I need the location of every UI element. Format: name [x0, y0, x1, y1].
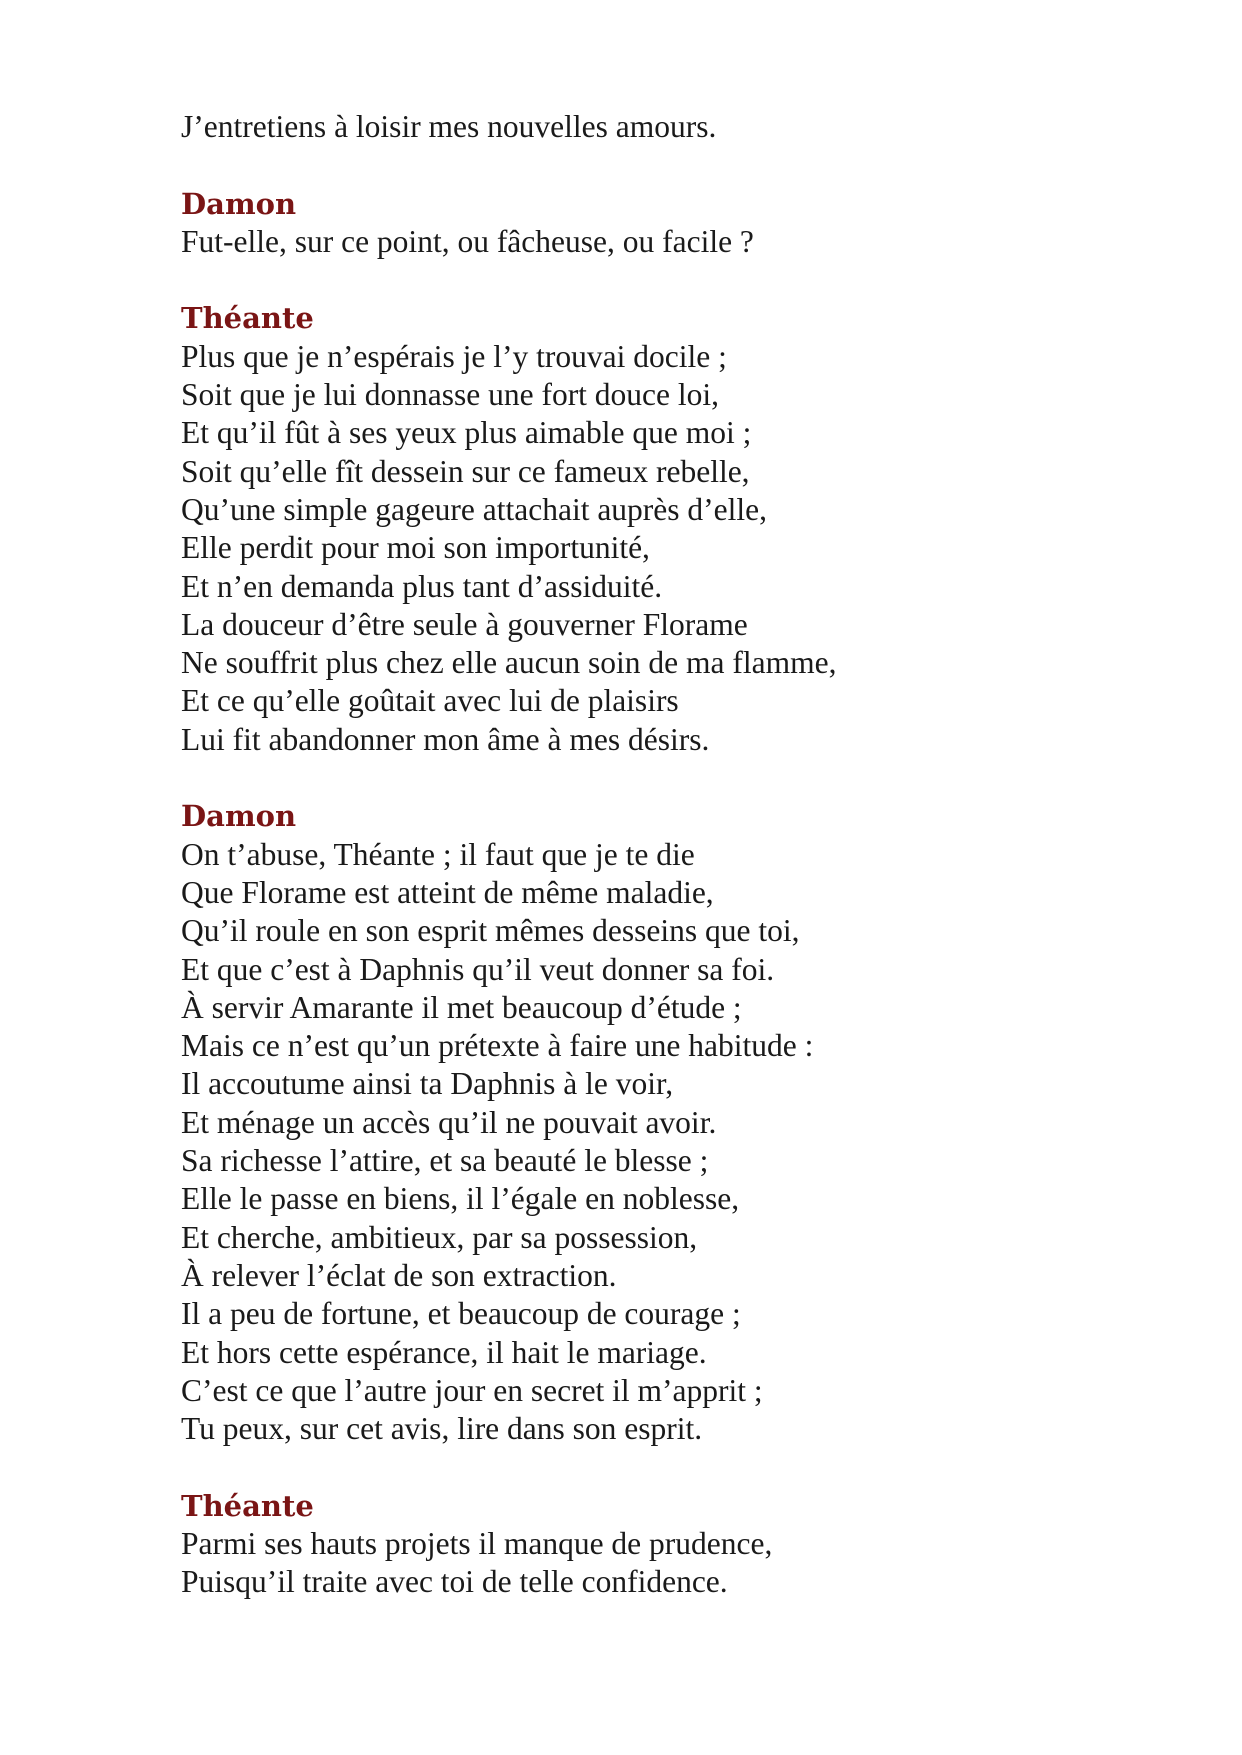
verse-line: Soit qu’elle fît dessein sur ce fameux rebelle, [181, 453, 750, 489]
speech-block [181, 299, 1181, 759]
verse-line: Puisqu’il traite avec toi de telle confidence. [181, 1564, 728, 1600]
speech-block [181, 797, 1181, 1448]
verse-line: À servir Amarante il met beaucoup d’étude ; [181, 989, 742, 1025]
verse-line: Ne souffrit plus chez elle aucun soin de ma flamme, [181, 645, 837, 681]
verse-line: J’entretiens à loisir mes nouvelles amours. [181, 109, 717, 144]
verse-line: À relever l’éclat de son extraction. [181, 1257, 617, 1293]
verse-line: Et ménage un accès qu’il ne pouvait avoir. [181, 1104, 717, 1140]
verse-line: Il accoutume ainsi ta Daphnis à le voir, [181, 1066, 674, 1102]
verse-line: Et ce qu’elle goûtait avec lui de plaisirs [181, 683, 679, 719]
verse-line: Et hors cette espérance, il hait le mariage. [181, 1334, 707, 1370]
verse-line: Qu’une simple gageure attachait auprès d’elle, [181, 491, 767, 527]
play-text-page [181, 108, 1181, 1602]
verse-line: Fut-elle, sur ce point, ou fâcheuse, ou facile ? [181, 223, 754, 259]
verse-line: Lui fit abandonner mon âme à mes désirs. [181, 721, 710, 757]
verse-line: Et que c’est à Daphnis qu’il veut donner sa foi. [181, 951, 775, 987]
verse-line: Soit que je lui donnasse une fort douce loi, [181, 377, 720, 413]
verse-line: Tu peux, sur cet avis, lire dans son esprit. [181, 1411, 703, 1447]
verse-line: Que Florame est atteint de même maladie, [181, 874, 714, 910]
verse-line: On t’abuse, Théante ; il faut que je te die [181, 836, 695, 872]
verse-line: Il a peu de fortune, et beaucoup de courage ; [181, 1296, 741, 1332]
verse-line: Qu’il roule en son esprit mêmes desseins que toi, [181, 913, 800, 949]
verse-line: La douceur d’être seule à gouverner Florame [181, 606, 748, 642]
speaker-name: Damon [181, 186, 297, 221]
speaker-name: Damon [181, 799, 297, 834]
verse-line: Sa richesse l’attire, et sa beauté le blesse ; [181, 1143, 709, 1179]
speaker-name: Théante [181, 1488, 314, 1523]
verse-line: Elle perdit pour moi son importunité, [181, 530, 650, 566]
verse-line: Et cherche, ambitieux, par sa possession, [181, 1219, 698, 1255]
speaker-name: Théante [181, 301, 314, 336]
verse-line: Mais ce n’est qu’un prétexte à faire une habitude : [181, 1028, 814, 1064]
verse-line: C’est ce que l’autre jour en secret il m’apprit ; [181, 1372, 763, 1408]
speech-block [181, 1487, 1181, 1602]
verse-line: Parmi ses hauts projets il manque de prudence, [181, 1525, 773, 1561]
verse-line: Et qu’il fût à ses yeux plus aimable que moi ; [181, 415, 752, 451]
speech-block [181, 185, 1181, 262]
verse-line: Elle le passe en biens, il l’égale en noblesse, [181, 1181, 740, 1217]
verse-line: Et n’en demanda plus tant d’assiduité. [181, 568, 663, 604]
verse-line: Plus que je n’espérais je l’y trouvai docile ; [181, 338, 727, 374]
